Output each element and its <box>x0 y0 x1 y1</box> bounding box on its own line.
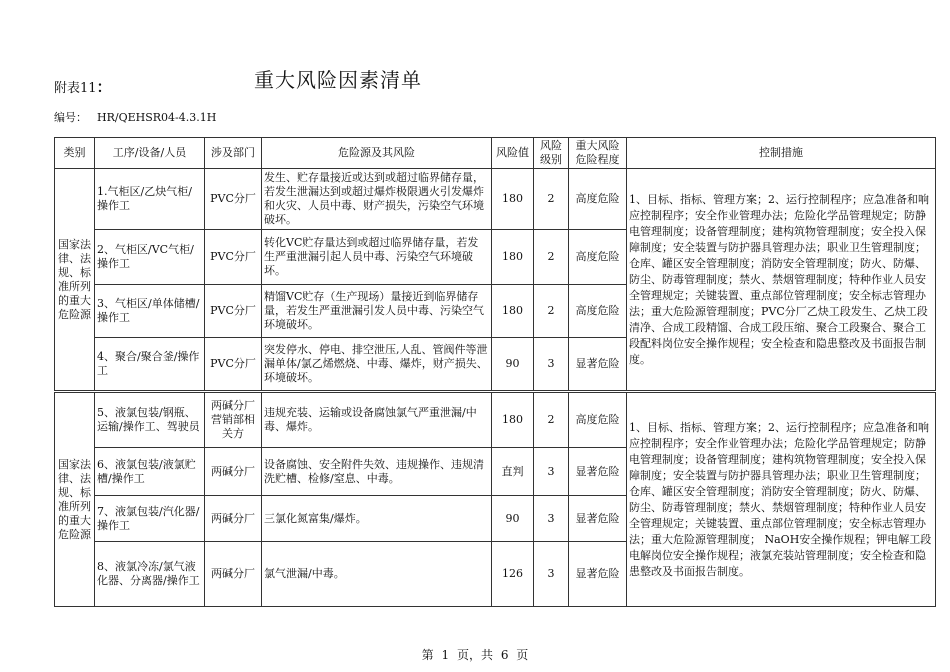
risk-level-cell: 2 <box>534 169 569 230</box>
risk-value-cell: 180 <box>492 285 534 338</box>
col-header-risk-level: 风险级别 <box>534 138 569 169</box>
risk-level-cell: 2 <box>534 230 569 285</box>
control-measures-cell: 1、目标、指标、管理方案；2、运行控制程序；应急准备和响应控制程序；安全作业管理办法；危险化学品管理规定；防静电管理制度；设备管理制度；建构筑物管理制度；安全投入保障制度；安全装置与防护器具管理办法；职业卫生管理制度；仓库、罐区安全管理制度；消防安全管理制度；防火、防爆、防尘、防毒管理制度；禁火、禁烟管理制度；特种作业人员安全管理规定；关键装置、重点部位管理制度；安全标志管理办法；重大危险源管理制度；PVC分厂乙炔工段发生、乙炔工段清净、合成工段精馏、合成工段压缩、聚合工段聚合、聚合工段配料岗位安全操作规程；安全检查和隐患整改及书面报告制度。 <box>627 169 936 392</box>
col-header-hazard: 危险源及其风险 <box>262 138 492 169</box>
department-cell: PVC分厂 <box>205 169 262 230</box>
risk-level-cell: 3 <box>534 496 569 542</box>
process-cell: 3、气柜区/单体储槽/操作工 <box>95 285 205 338</box>
department-cell: 两碱分厂营销部相关方 <box>205 392 262 448</box>
control-measures-cell: 1、目标、指标、管理方案；2、运行控制程序；应急准备和响应控制程序；安全作业管理办法；危险化学品管理规定；防静电管理制度；设备管理制度；建构筑物管理制度；安全投入保障制度；安全装置与防护器具管理办法；职业卫生管理制度；仓库、罐区安全管理制度；消防安全管理制度；防火、防爆、防尘、防毒管理制度；禁火、禁烟管理制度；特种作业人员安全管理规定；关键装置、重点部位管理制度；安全标志管理办法；重大危险源管理制度； NaOH安全操作规程；钾电解工段电解岗位安全操作规程；液氯充装站管理制度；安全检查和隐患整改及书面报告制度。 <box>627 392 936 607</box>
page-total: 6 <box>500 648 509 662</box>
col-header-control-measures: 控制措施 <box>627 138 936 169</box>
risk-value-cell: 90 <box>492 338 534 392</box>
table-header-row <box>55 138 936 169</box>
department-cell: PVC分厂 <box>205 338 262 392</box>
process-cell: 7、液氯包装/汽化器/操作工 <box>95 496 205 542</box>
col-header-process: 工序/设备/人员 <box>95 138 205 169</box>
department-cell: PVC分厂 <box>205 285 262 338</box>
document-code <box>54 109 226 125</box>
category-cell: 国家法律、法规、标准所列的重大危险源 <box>55 169 95 392</box>
page-suffix: 页 <box>516 648 529 662</box>
page-mid: 页，共 <box>456 648 493 662</box>
department-cell: 两碱分厂 <box>205 496 262 542</box>
process-cell: 4、聚合/聚合釜/操作工 <box>95 338 205 392</box>
page-footer <box>0 646 950 663</box>
hazard-cell: 三氯化氮富集/爆炸。 <box>262 496 492 542</box>
danger-degree-cell: 高度危险 <box>569 285 627 338</box>
code-value: HR/QEHSR04-4.3.1H <box>97 111 217 124</box>
department-cell: 两碱分厂 <box>205 542 262 607</box>
hazard-cell: 精馏VC贮存（生产现场）量接近到临界储存量，若发生严重泄漏引发人员中毒、污染空气环境破坏。 <box>262 285 492 338</box>
hazard-cell: 氯气泄漏/中毒。 <box>262 542 492 607</box>
process-cell: 1.气柜区/乙炔气柜/操作工 <box>95 169 205 230</box>
code-label: 编号： <box>54 111 87 124</box>
danger-degree-cell: 显著危险 <box>569 338 627 392</box>
process-cell: 6、液氯包装/液氯贮槽/操作工 <box>95 448 205 496</box>
page-prefix: 第 <box>421 648 434 662</box>
risk-level-cell: 3 <box>534 448 569 496</box>
process-cell: 8、液氯冷冻/氯气液化器、分离器/操作工 <box>95 542 205 607</box>
annex-text: 附表11 <box>54 81 97 96</box>
annex-label <box>54 76 112 97</box>
page-title: 重大风险因素清单 <box>254 68 422 92</box>
col-header-category: 类别 <box>55 138 95 169</box>
risk-level-cell: 3 <box>534 338 569 392</box>
risk-level-cell: 2 <box>534 392 569 448</box>
risk-value-cell: 180 <box>492 392 534 448</box>
process-cell: 5、液氯包装/钢瓶、运输/操作工、驾驶员 <box>95 392 205 448</box>
col-header-danger-degree: 重大风险危险程度 <box>569 138 627 169</box>
danger-degree-cell: 显著危险 <box>569 496 627 542</box>
risk-value-cell: 直判 <box>492 448 534 496</box>
risk-value-cell: 90 <box>492 496 534 542</box>
danger-degree-cell: 高度危险 <box>569 230 627 285</box>
risk-table <box>54 137 936 607</box>
hazard-cell: 违规充装、运输或设备腐蚀氯气严重泄漏/中毒、爆炸。 <box>262 392 492 448</box>
table-row <box>55 169 936 230</box>
col-header-department: 涉及部门 <box>205 138 262 169</box>
hazard-cell: 突发停水、停电、排空泄压,人乱、管阀件等泄漏单体/氯乙烯燃烧、中毒、爆炸，财产损失、环境破坏。 <box>262 338 492 392</box>
danger-degree-cell: 高度危险 <box>569 392 627 448</box>
col-header-risk-value: 风险值 <box>492 138 534 169</box>
risk-level-cell: 2 <box>534 285 569 338</box>
department-cell: 两碱分厂 <box>205 448 262 496</box>
danger-degree-cell: 显著危险 <box>569 542 627 607</box>
table-row <box>55 392 936 448</box>
risk-level-cell: 3 <box>534 542 569 607</box>
process-cell: 2、气柜区/VC气柜/操作工 <box>95 230 205 285</box>
hazard-cell: 转化VC贮存量达到或超过临界储存量，若发生严重泄漏引起人员中毒、污染空气环境破坏。 <box>262 230 492 285</box>
danger-degree-cell: 高度危险 <box>569 169 627 230</box>
page-current: 1 <box>441 648 450 662</box>
hazard-cell: 发生、贮存量接近或达到或超过临界储存量，若发生泄漏达到或超过爆炸极限遇火引发爆炸和火灾、人员中毒、财产损失，污染空气环境破坏。 <box>262 169 492 230</box>
hazard-cell: 设备腐蚀、安全附件失效、违规操作、违规清洗贮槽、检修/窒息、中毒。 <box>262 448 492 496</box>
danger-degree-cell: 显著危险 <box>569 448 627 496</box>
risk-value-cell: 126 <box>492 542 534 607</box>
department-cell: PVC分厂 <box>205 230 262 285</box>
risk-value-cell: 180 <box>492 230 534 285</box>
annex-colon: ： <box>96 78 112 96</box>
category-cell: 国家法律、法规、标准所列的重大危险源 <box>55 392 95 607</box>
risk-value-cell: 180 <box>492 169 534 230</box>
